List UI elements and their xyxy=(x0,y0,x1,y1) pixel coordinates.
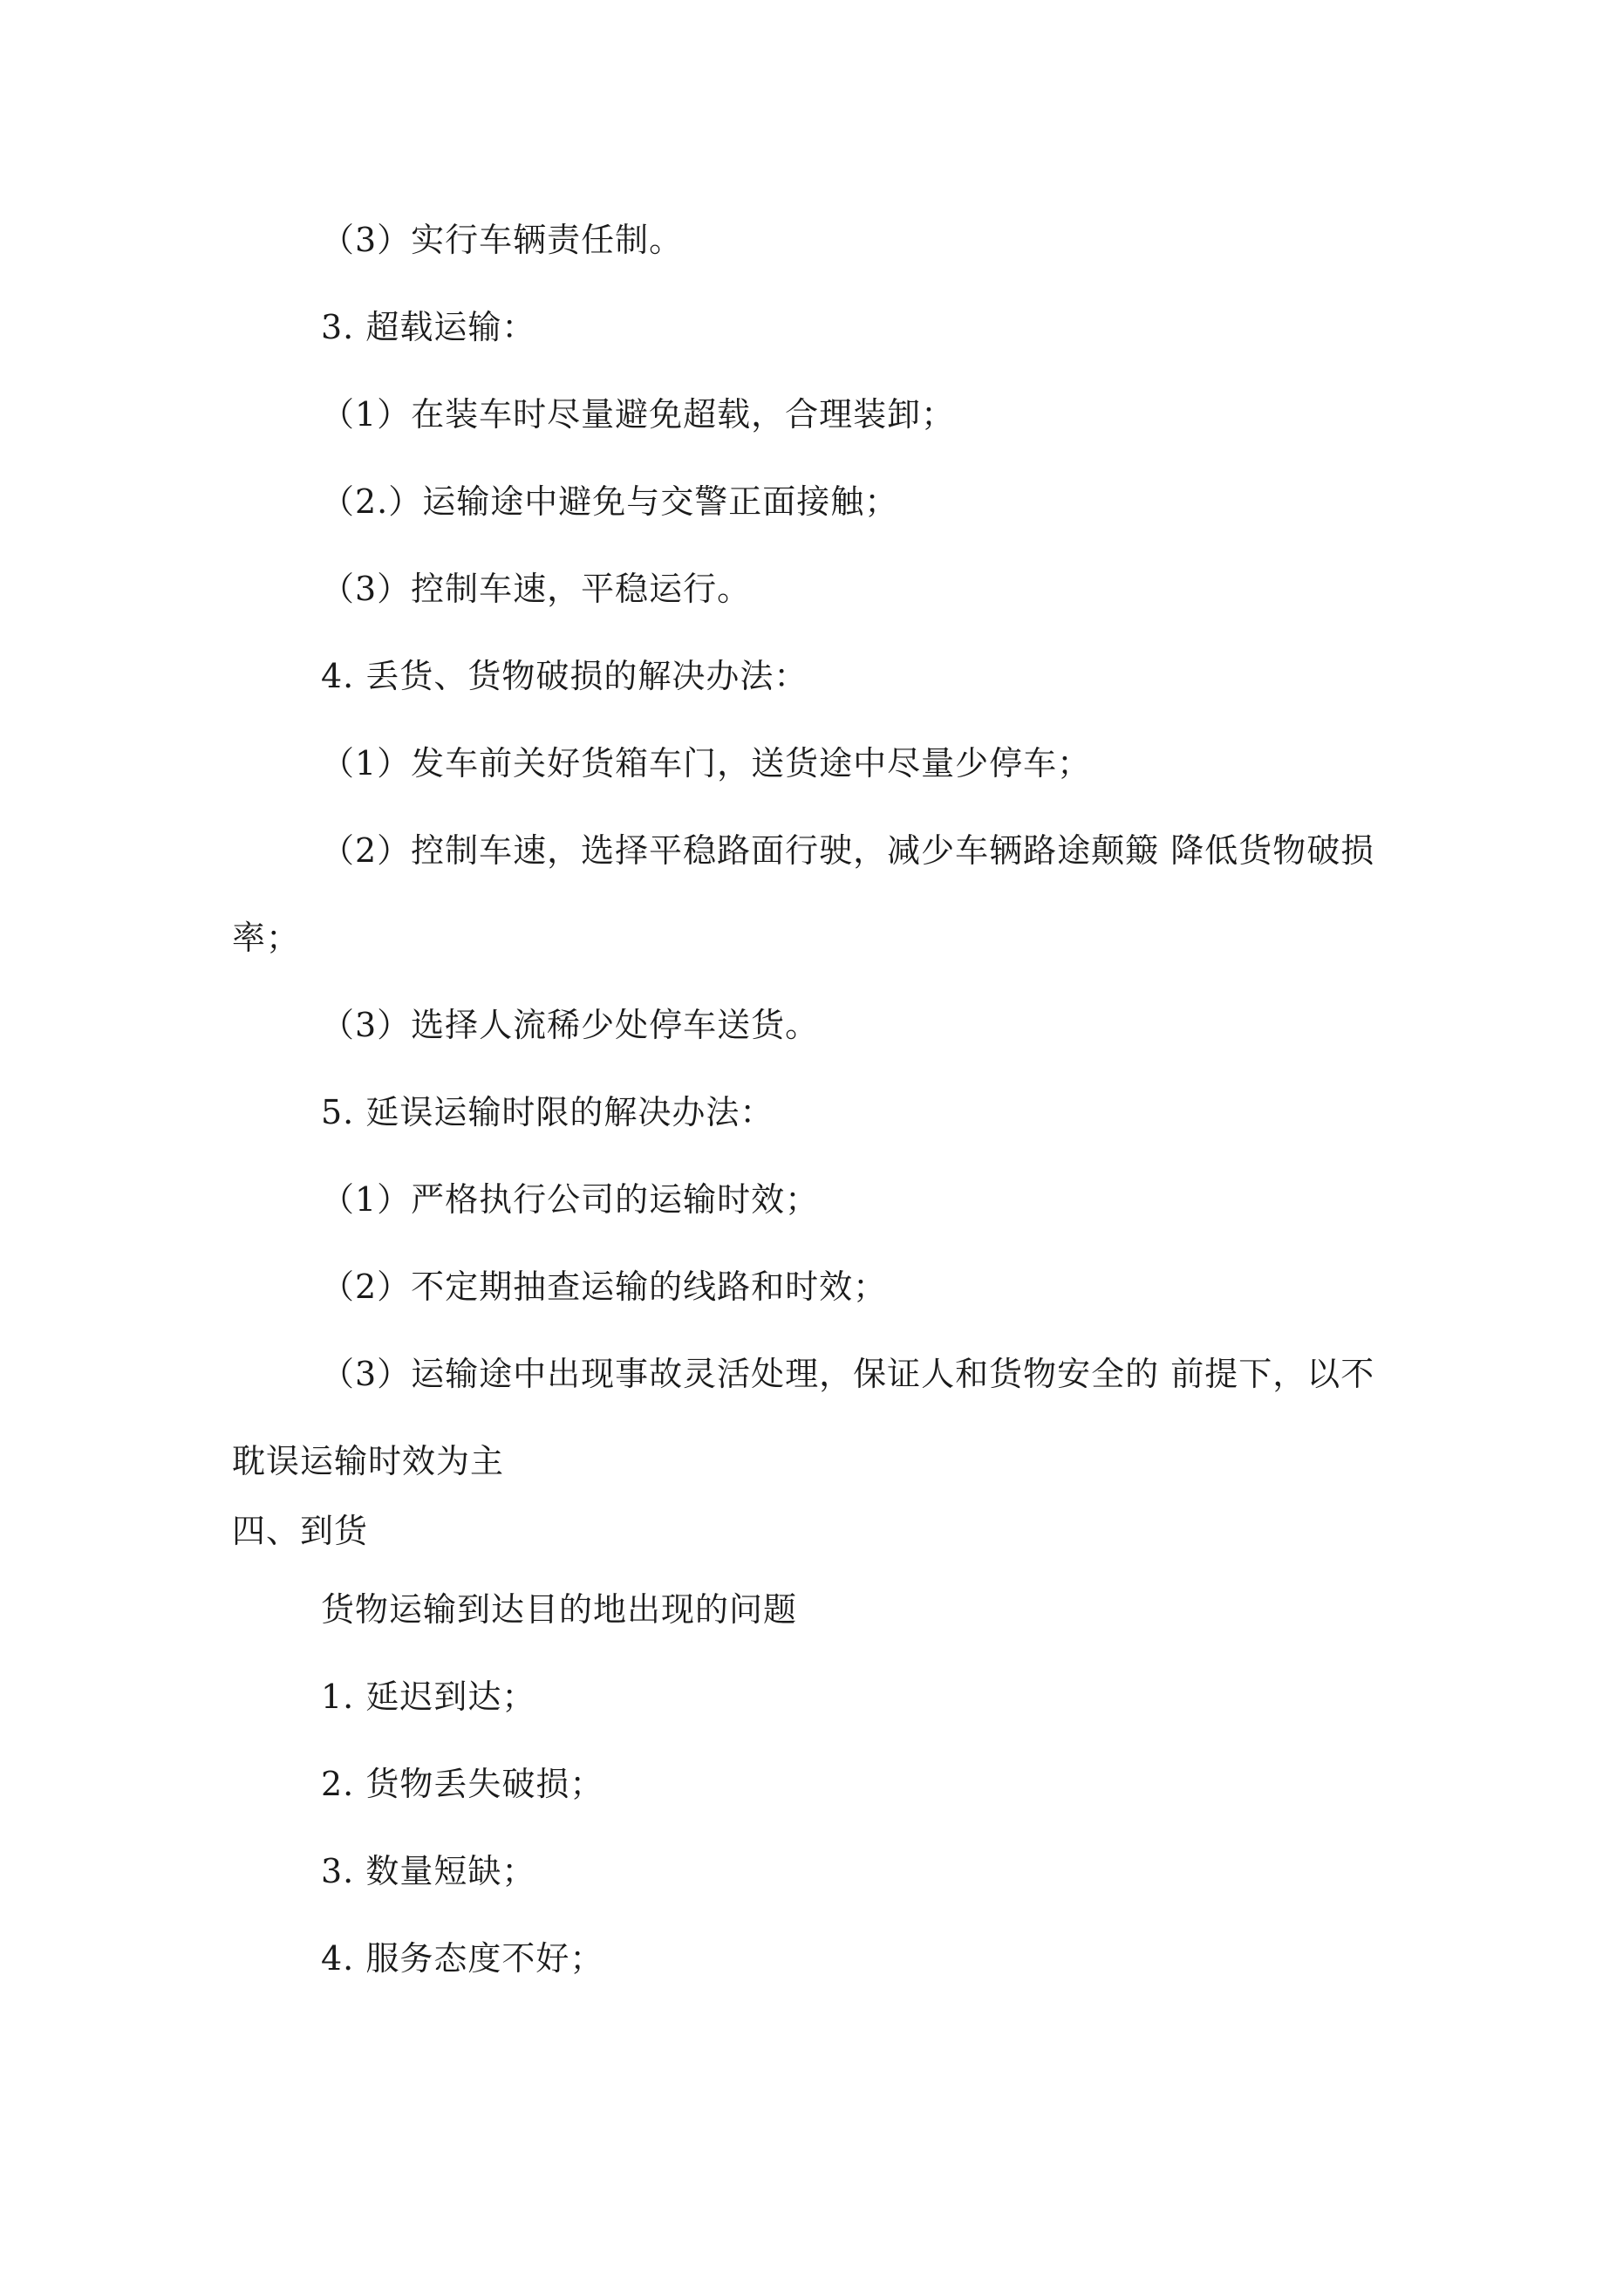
text-line: （1）严格执行公司的运输时效； xyxy=(321,1180,820,1219)
text-line: （2）不定期抽查运输的线路和时效； xyxy=(321,1268,888,1306)
text-line: 3. 数量短缺； xyxy=(321,1852,536,1890)
text-line: 2. 货物丢失破损； xyxy=(321,1765,604,1803)
text-line: 4. 丢货、货物破损的解决办法： xyxy=(321,657,808,695)
text-line: 货物运输到达目的地出现的问题 xyxy=(321,1590,798,1629)
text-line: （3）实行车辆责任制。 xyxy=(321,221,684,259)
text-line: 5. 延误运输时限的解决办法： xyxy=(321,1093,774,1131)
text-line: （3）运输途中出现事故灵活处理，保证人和货物安全的 前提下，以不 xyxy=(321,1355,1375,1393)
text-line: （3）控制车速，平稳运行。 xyxy=(321,570,752,608)
text-line: 率； xyxy=(232,919,301,957)
text-line: （2）控制车速，选择平稳路面行驶，减少车辆路途颠簸 降低货物破损 xyxy=(321,831,1375,870)
text-line: （2.）运输途中避免与交警正面接触； xyxy=(321,482,899,521)
text-line: （1）发车前关好货箱车门，送货途中尽量少停车； xyxy=(321,744,1092,782)
text-line: 4. 服务态度不好； xyxy=(321,1939,604,1978)
text-line: （3）选择人流稀少处停车送货。 xyxy=(321,1006,820,1044)
section-heading: 四、到货 xyxy=(232,1512,369,1550)
text-line: （1）在装车时尽量避免超载，合理装卸； xyxy=(321,395,956,434)
text-line: 3. 超载运输： xyxy=(321,308,536,346)
text-line: 耽误运输时效为主 xyxy=(232,1442,505,1480)
text-line: 1. 延迟到达； xyxy=(321,1678,536,1716)
